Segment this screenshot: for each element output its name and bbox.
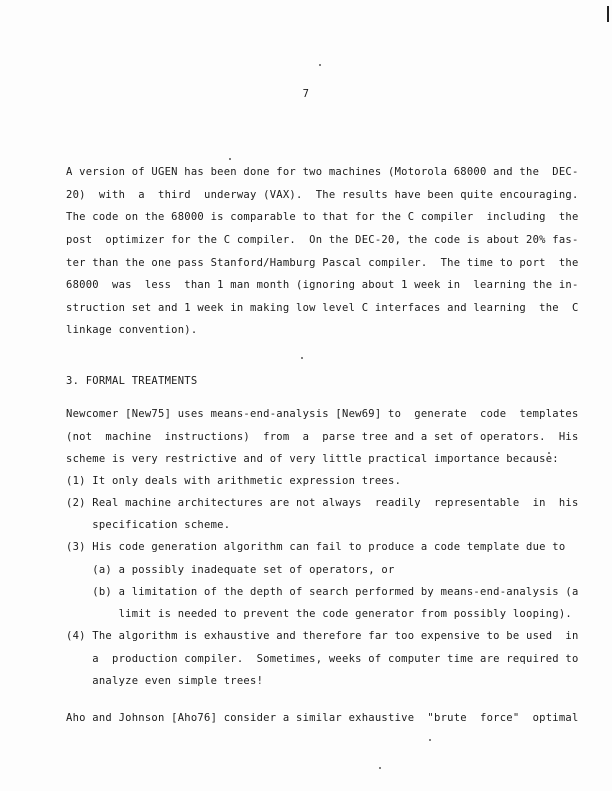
list-item: (2) Real machine architectures are not always readily representable in his <box>66 497 579 509</box>
list-item: specification scheme. <box>66 519 231 531</box>
paragraph-line: scheme is very restrictive and of very little practical importance because: <box>66 453 559 465</box>
scan-speck <box>229 158 231 160</box>
list-item: a production compiler. Sometimes, weeks of computer time are required to <box>66 653 579 665</box>
page-number: 7 <box>302 88 310 100</box>
paragraph-line: 20) with a third underway (VAX). The results have been quite encouraging. <box>66 189 579 201</box>
scan-speck <box>319 64 321 66</box>
paragraph-line: ter than the one pass Stanford/Hamburg Pascal compiler. The time to port the <box>66 257 579 269</box>
paragraph-line: Aho and Johnson [Aho76] consider a similar exhaustive "brute force" optimal <box>66 712 579 724</box>
scan-speck <box>379 767 381 769</box>
list-item: (a) a possibly inadequate set of operators, or <box>66 564 395 576</box>
scan-speck <box>301 357 303 359</box>
list-item: (b) a limitation of the depth of search performed by means-end-analysis (a <box>66 586 579 598</box>
paragraph-line: Newcomer [New75] uses means-end-analysis [New69] to generate code templates <box>66 408 579 420</box>
paragraph-line: struction set and 1 week in making low level C interfaces and learning the C <box>66 302 579 314</box>
scan-edge-mark <box>607 6 609 22</box>
paragraph-line: linkage convention). <box>66 324 198 336</box>
scan-speck <box>429 739 431 741</box>
paragraph-line: post optimizer for the C compiler. On the DEC-20, the code is about 20% fas- <box>66 234 579 246</box>
list-item: analyze even simple trees! <box>66 675 264 687</box>
paragraph-line: The code on the 68000 is comparable to that for the C compiler including the <box>66 211 579 223</box>
list-item: limit is needed to prevent the code generator from possibly looping). <box>66 608 573 620</box>
paragraph-line: 68000 was less than 1 man month (ignoring about 1 week in learning the in- <box>66 279 579 291</box>
paragraph-line: A version of UGEN has been done for two machines (Motorola 68000 and the DEC- <box>66 166 579 178</box>
list-item: (3) His code generation algorithm can fail to produce a code template due to <box>66 541 566 553</box>
list-item: (1) It only deals with arithmetic expression trees. <box>66 475 402 487</box>
list-item: (4) The algorithm is exhaustive and therefore far too expensive to be used in <box>66 630 579 642</box>
paragraph-line: (not machine instructions) from a parse tree and a set of operators. His <box>66 431 579 443</box>
section-heading: 3. FORMAL TREATMENTS <box>66 375 198 387</box>
